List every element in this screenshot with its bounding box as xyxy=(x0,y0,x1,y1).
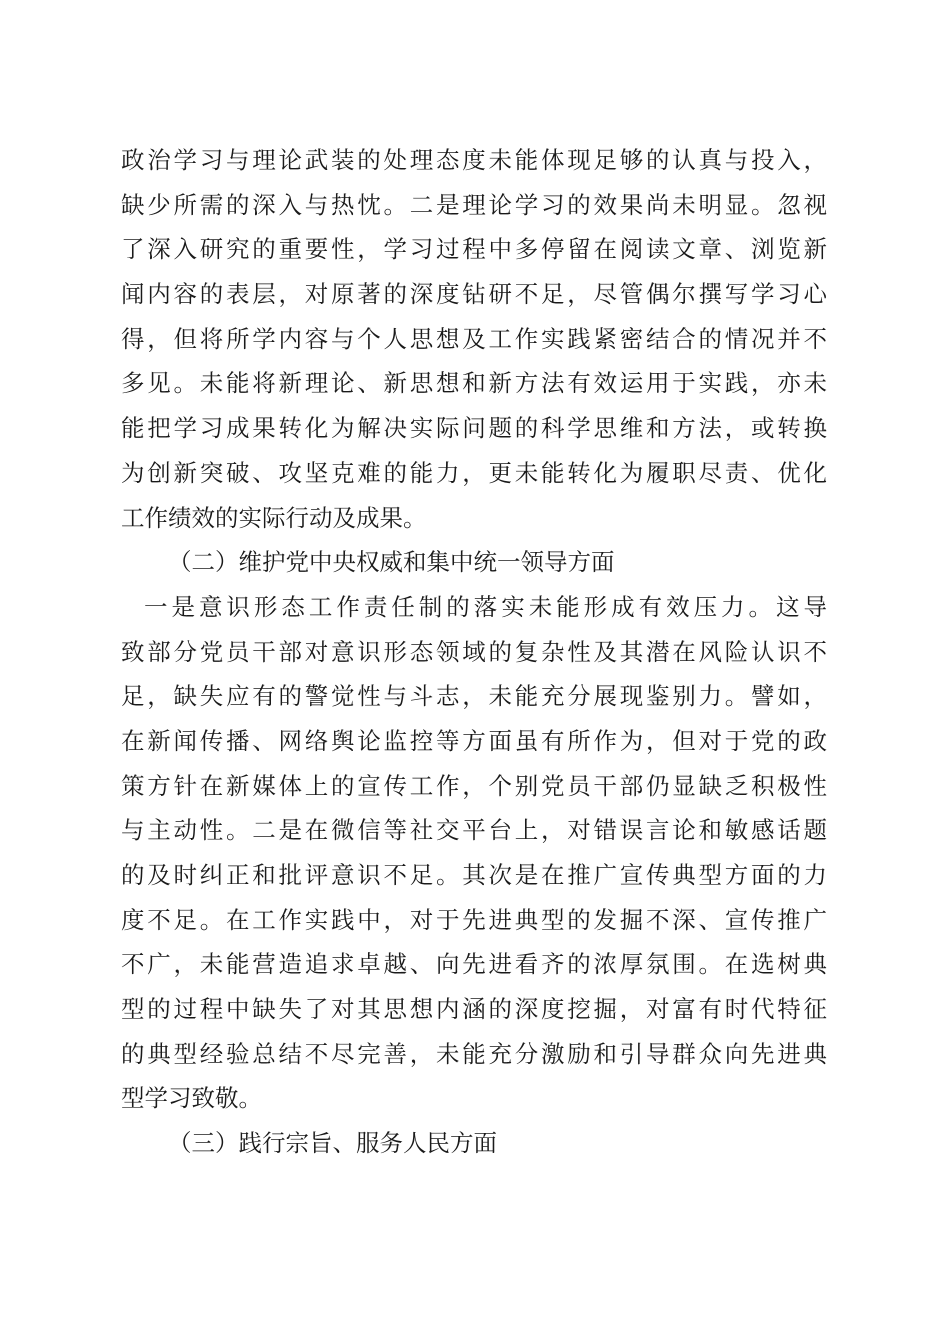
text-line: 工作绩效的实际行动及成果。 xyxy=(121,503,427,532)
text-line: 型学习致敬。 xyxy=(121,1084,262,1113)
text-line: 政治学习与理论武装的处理态度未能体现足够的认真与投入， xyxy=(121,146,827,174)
text-line: 了深入研究的重要性，学习过程中多停留在阅读文章、浏览新 xyxy=(121,235,827,264)
paragraph-theory-study xyxy=(121,138,827,540)
text-line: 在新闻传播、网络舆论监控等方面虽有所作为，但对于党的政 xyxy=(121,726,827,755)
text-line: 致部分党员干部对意识形态领域的复杂性及其潜在风险认识不 xyxy=(121,637,827,666)
text-line: 度不足。在工作实践中，对于先进典型的发掘不深、宣传推广 xyxy=(121,905,827,934)
text-line: 足，缺失应有的警觉性与斗志，未能充分展现鉴别力。譬如， xyxy=(121,682,827,711)
text-line: 一是意识形态工作责任制的落实未能形成有效压力。这导 xyxy=(144,592,827,621)
text-line: 得，但将所学内容与个人思想及工作实践紧密结合的情况并不 xyxy=(121,324,827,353)
text-line: 与主动性。二是在微信等社交平台上，对错误言论和敏感话题 xyxy=(121,816,827,845)
document-body xyxy=(121,138,827,1166)
text-line: 的及时纠正和批评意识不足。其次是在推广宣传典型方面的力 xyxy=(121,861,827,889)
section-heading-3: （三）践行宗旨、服务人民方面 xyxy=(168,1129,497,1158)
paragraph-ideology-work xyxy=(121,585,827,1121)
text-line: 的典型经验总结不尽完善，未能充分激励和引导群众向先进典 xyxy=(121,1039,827,1068)
text-line: 能把学习成果转化为解决实际问题的科学思维和方法，或转换 xyxy=(121,414,827,443)
text-line: 策方针在新媒体上的宣传工作，个别党员干部仍显缺乏积极性 xyxy=(121,771,827,800)
section-heading-2: （二）维护党中央权威和集中统一领导方面 xyxy=(168,548,615,577)
text-line: 不广，未能营造追求卓越、向先进看齐的浓厚氛围。在选树典 xyxy=(121,950,827,979)
text-line: 为创新突破、攻坚克难的能力，更未能转化为履职尽责、优化 xyxy=(121,458,827,487)
text-line: 闻内容的表层，对原著的深度钻研不足，尽管偶尔撰写学习心 xyxy=(121,280,827,309)
text-line: 多见。未能将新理论、新思想和新方法有效运用于实践，亦未 xyxy=(121,369,827,398)
text-line: 型的过程中缺失了对其思想内涵的深度挖掘，对富有时代特征 xyxy=(121,995,827,1024)
text-line: 缺少所需的深入与热忱。二是理论学习的效果尚未明显。忽视 xyxy=(121,190,827,219)
